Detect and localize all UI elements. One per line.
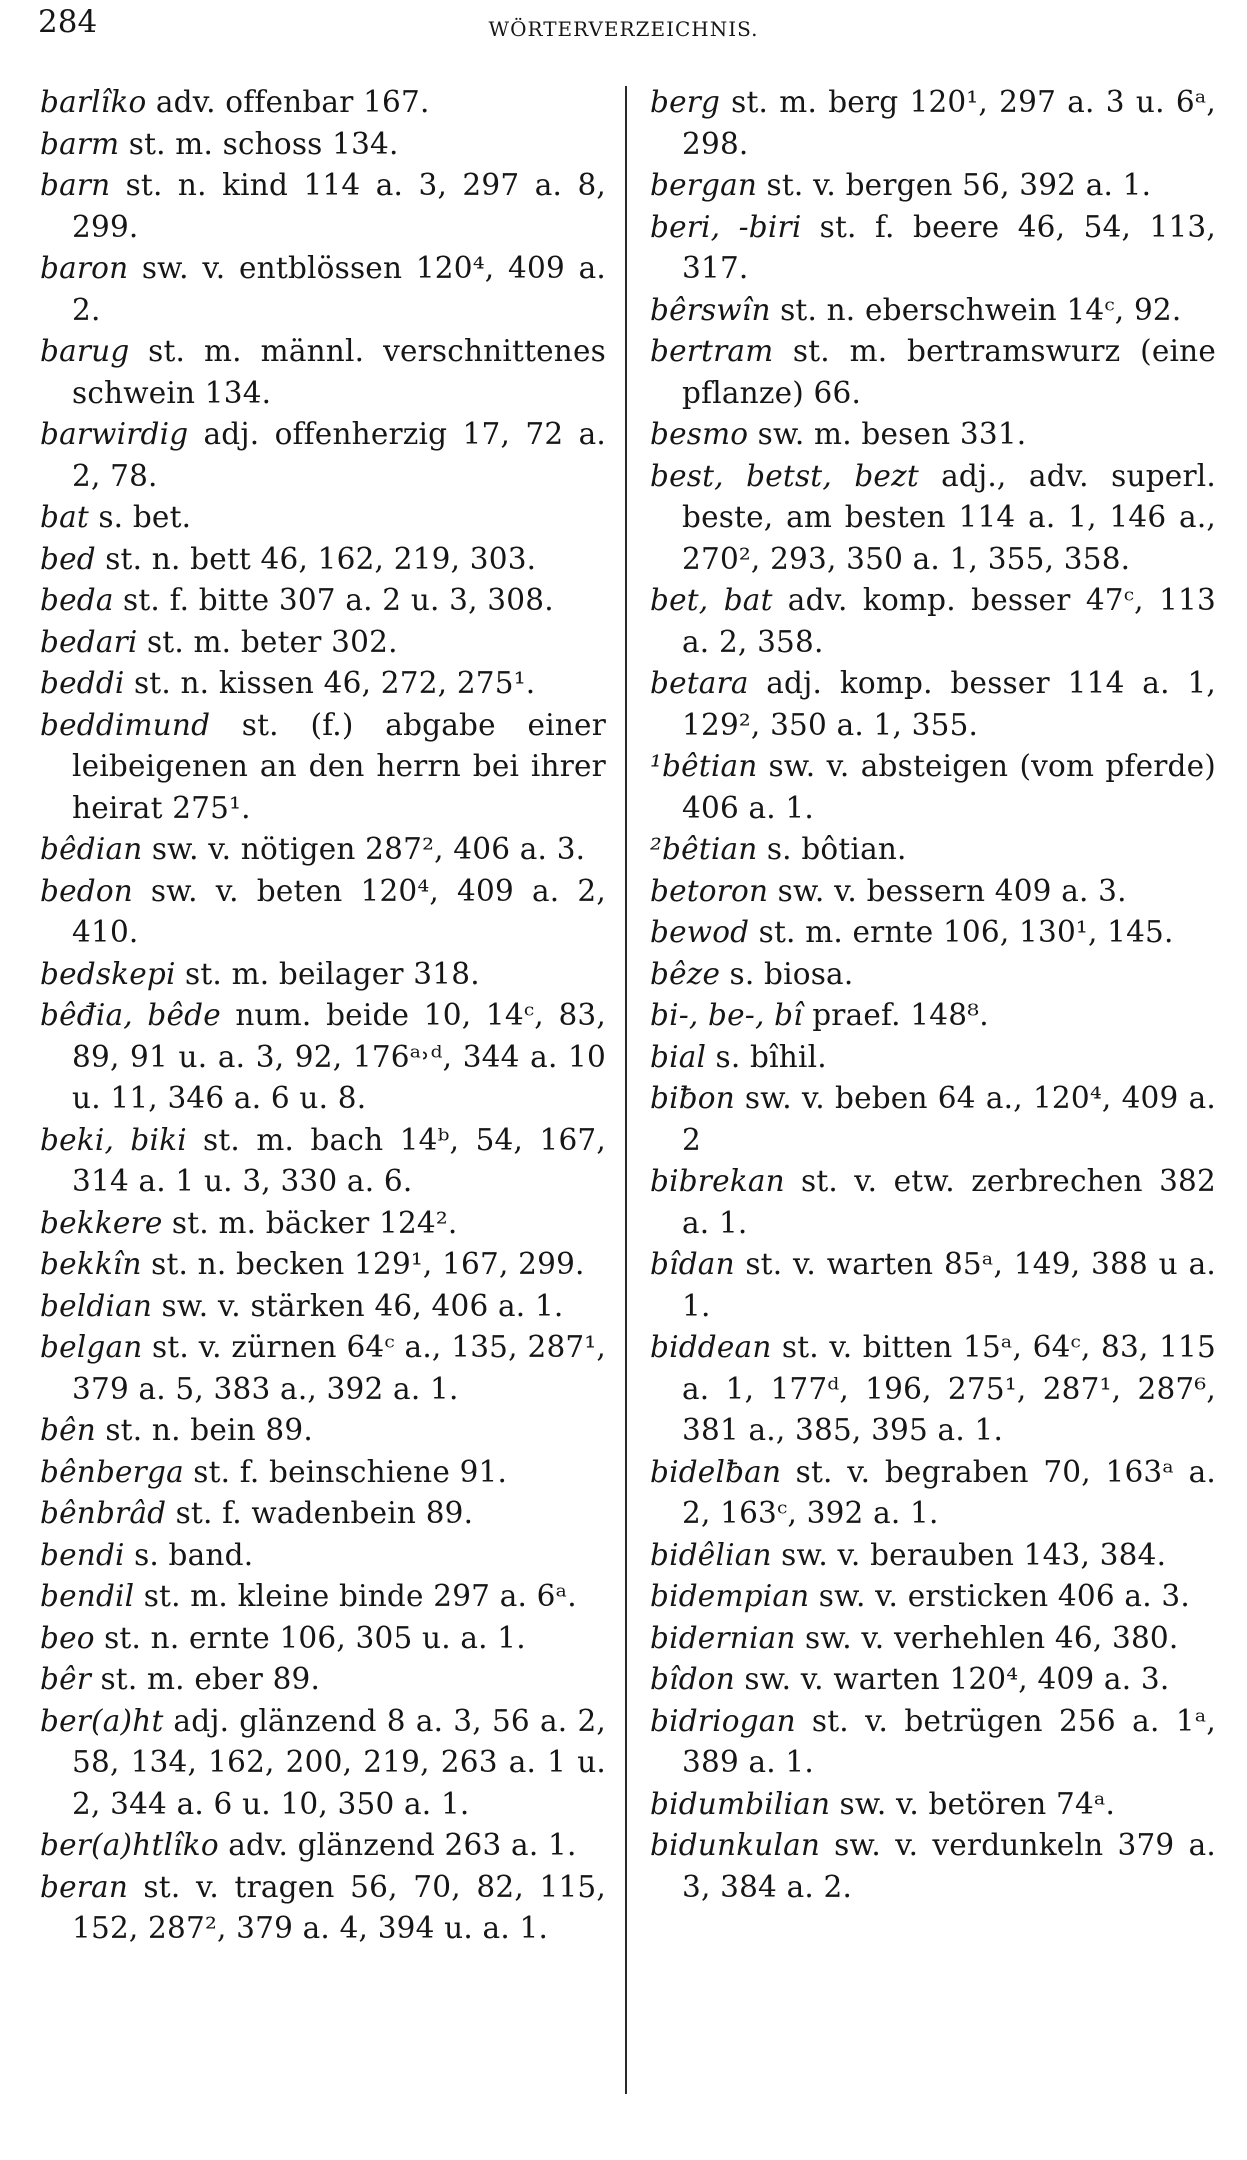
dictionary-entry [650, 912, 1216, 954]
entry-headword: bekkere [40, 1205, 163, 1240]
entry-headword: biƀon [650, 1081, 735, 1115]
entry-definition: st. v. begraben 70, 163ᵃ a. 2, 163ᶜ, 392 a. 1. [682, 1454, 1216, 1530]
dictionary-entry [40, 1120, 606, 1203]
entry-headword: beran [40, 1869, 129, 1904]
dictionary-entry [650, 871, 1216, 913]
dictionary-entry [650, 995, 1216, 1037]
column-divider [625, 86, 627, 2094]
dictionary-entry [650, 1037, 1216, 1079]
page-number: 284 [38, 4, 98, 40]
dictionary-entry [650, 1784, 1216, 1826]
entry-definition: st. n. eberschwein 14ᶜ, 92. [780, 292, 1182, 327]
entry-definition: num. beide 10, 14ᶜ, 83, 89, 91 u. a. 3, 92, 176ᵃ˒ᵈ, 344 a. 10 u. 11, 346 a. 6 u. 8. [72, 998, 606, 1115]
entry-headword: biddean [650, 1330, 772, 1364]
entry-definition: st. v. betrügen 256 a. 1ᵃ, 389 a. 1. [682, 1703, 1216, 1779]
entry-definition: st. n. becken 129¹, 167, 299. [151, 1247, 585, 1281]
entry-definition: adv. offenbar 167. [155, 85, 430, 119]
entry-headword: beddi [40, 666, 125, 700]
left-column [40, 82, 606, 1950]
right-column [650, 82, 1216, 1908]
entry-definition: sw. v. betören 74ᵃ. [839, 1786, 1116, 1821]
entry-headword: ber(a)ht [40, 1703, 164, 1738]
page-header [0, 0, 1247, 60]
entry-definition: st. m. beter 302. [146, 624, 398, 659]
entry-definition: adj. offenherzig 17, 72 a. 2, 78. [72, 417, 606, 493]
entry-headword: bibrekan [650, 1164, 785, 1198]
entry-definition: st. v. bergen 56, 392 a. 1. [766, 168, 1152, 202]
dictionary-entry [650, 954, 1216, 996]
dictionary-entry [650, 1244, 1216, 1327]
entry-headword: barlîko [40, 85, 147, 119]
entry-definition: sw. v. bessern 409 a. 3. [777, 873, 1127, 908]
dictionary-entry [40, 1452, 606, 1494]
entry-headword: bed [40, 541, 96, 576]
entry-definition: st. n. ernte 106, 305 u. a. 1. [104, 1620, 526, 1655]
entry-definition: st. n. bett 46, 162, 219, 303. [105, 541, 537, 576]
dictionary-entry [40, 1576, 606, 1618]
entry-headword: ¹bêtian [650, 749, 758, 783]
entry-headword: betoron [650, 873, 769, 908]
entry-headword: bat [40, 500, 89, 534]
dictionary-entry [650, 580, 1216, 663]
dictionary-entry [40, 82, 606, 124]
entry-definition: st. m. eber 89. [100, 1662, 321, 1696]
entry-definition: st. f. beere 46, 54, 113, 317. [682, 209, 1216, 285]
dictionary-entry [650, 1576, 1216, 1618]
entry-headword: berg [650, 85, 721, 119]
entry-definition: sw. v. beben 64 a., 120⁴, 409 a. 2 [682, 1081, 1216, 1157]
entry-headword: bedskepi [40, 956, 176, 991]
entry-headword: beri, -biri [650, 209, 802, 244]
entry-headword: beldian [40, 1288, 153, 1323]
entry-headword: bêr [40, 1662, 92, 1696]
entry-headword: bêze [650, 956, 721, 991]
entry-definition: sw. v. ersticken 406 a. 3. [818, 1579, 1190, 1613]
entry-definition: s. bet. [98, 500, 192, 534]
dictionary-entry [40, 995, 606, 1120]
entry-definition: s. biosa. [729, 956, 854, 991]
entry-headword: barug [40, 334, 130, 368]
dictionary-entry [40, 829, 606, 871]
entry-definition: st. n. kind 114 a. 3, 297 a. 8, 299. [72, 168, 606, 244]
entry-headword: bidempian [650, 1579, 810, 1613]
entry-headword: baron [40, 251, 129, 285]
entry-definition: st. m. männl. verschnittenes schwein 134. [72, 334, 606, 410]
entry-definition: sw. v. verdunkeln 379 a. 3, 384 a. 2. [682, 1828, 1216, 1904]
entry-definition: st. v. zürnen 64ᶜ a., 135, 287¹, 379 a. 5, 383 a., 392 a. 1. [72, 1330, 606, 1406]
entry-headword: ber(a)htlîko [40, 1828, 219, 1862]
dictionary-entry [650, 331, 1216, 414]
entry-headword: bêđia, bêde [40, 998, 221, 1032]
entry-definition: st. m. kleine binde 297 a. 6ᵃ. [143, 1579, 577, 1613]
entry-definition: sw. v. warten 120⁴, 409 a. 3. [744, 1662, 1170, 1696]
entry-headword: beo [40, 1620, 95, 1655]
dictionary-entry [650, 290, 1216, 332]
entry-definition: st. m. bach 14ᵇ, 54, 167, 314 a. 1 u. 3, 330 a. 6. [72, 1122, 606, 1198]
dictionary-entry [650, 1327, 1216, 1452]
entry-definition: st. v. etw. zerbrechen 382 a. 1. [682, 1164, 1216, 1240]
dictionary-entry [650, 82, 1216, 165]
entry-definition: praef. 148⁸. [812, 998, 989, 1032]
entry-definition: s. bôtian. [766, 832, 907, 866]
entry-headword: bêdian [40, 832, 143, 866]
dictionary-entry [40, 1327, 606, 1410]
entry-headword: barn [40, 168, 111, 202]
dictionary-entry [40, 1701, 606, 1826]
entry-definition: st. v. bitten 15ᵃ, 64ᶜ, 83, 115 a. 1, 177ᵈ, 196, 275¹, 287¹, 287⁶, 381 a., 385, 395 a. 1. [682, 1330, 1216, 1447]
entry-definition: sw. v. verhehlen 46, 380. [804, 1620, 1179, 1655]
entry-headword: bidêlian [650, 1537, 772, 1572]
dictionary-entry [40, 1286, 606, 1328]
entry-headword: bewod [650, 915, 750, 949]
dictionary-entry [650, 663, 1216, 746]
entry-definition: st. m. berg 120¹, 297 a. 3 u. 6ᵃ, 298. [682, 85, 1216, 161]
dictionary-entry [650, 414, 1216, 456]
dictionary-entry [650, 1078, 1216, 1161]
entry-definition: adj., adv. superl. beste, am besten 114 a. 1, 146 a., 270², 293, 350 a. 1, 355, 358. [682, 458, 1216, 576]
entry-definition: st. v. warten 85ᵃ, 149, 388 u a. 1. [682, 1247, 1216, 1323]
dictionary-entry [650, 1701, 1216, 1784]
dictionary-entry [650, 1161, 1216, 1244]
entry-headword: bertram [650, 334, 774, 368]
dictionary-entry [40, 1244, 606, 1286]
entry-headword: bendil [40, 1579, 135, 1613]
entry-headword: bedari [40, 624, 138, 659]
entry-headword: betara [650, 666, 749, 700]
entry-definition: adj. glänzend 8 a. 3, 56 a. 2, 58, 134, 162, 200, 219, 263 a. 1 u. 2, 344 a. 6 u. 10, 350 a. 1. [72, 1703, 606, 1821]
entry-definition: st. f. bitte 307 a. 2 u. 3, 308. [123, 583, 554, 617]
entry-definition: st. m. bäcker 124². [171, 1205, 458, 1240]
entry-headword: bergan [650, 168, 758, 202]
entry-headword: bîdan [650, 1247, 735, 1281]
entry-headword: bîdon [650, 1662, 735, 1696]
entry-definition: st. m. ernte 106, 130¹, 145. [758, 915, 1174, 949]
dictionary-entry [40, 1618, 606, 1660]
dictionary-entry [40, 1825, 606, 1867]
dictionary-entry [650, 829, 1216, 871]
entry-definition: sw. v. nötigen 287², 406 a. 3. [151, 832, 586, 866]
entry-definition: st. f. beinschiene 91. [193, 1454, 508, 1489]
dictionary-entry [40, 497, 606, 539]
dictionary-entry [40, 1493, 606, 1535]
entry-headword: bidriogan [650, 1703, 796, 1738]
entry-headword: bidumbilian [650, 1786, 831, 1821]
entry-definition: st. f. wadenbein 89. [175, 1496, 474, 1530]
entry-definition: sw. v. stärken 46, 406 a. 1. [161, 1288, 564, 1323]
dictionary-entry [40, 1203, 606, 1245]
entry-definition: st. m. bertramswurz (eine pflanze) 66. [682, 334, 1216, 410]
entry-definition: sw. v. absteigen (vom pferde) 406 a. 1. [682, 749, 1216, 825]
dictionary-entry [40, 580, 606, 622]
entry-definition: adv. glänzend 263 a. 1. [228, 1828, 577, 1862]
dictionary-entry [40, 622, 606, 664]
dictionary-entry [40, 1867, 606, 1950]
dictionary-entry [650, 165, 1216, 207]
entry-definition: sw. v. berauben 143, 384. [781, 1537, 1167, 1572]
dictionary-entry [650, 456, 1216, 581]
entry-headword: beki, biki [40, 1122, 187, 1157]
entry-definition: st. m. beilager 318. [185, 956, 480, 991]
dictionary-entry [40, 248, 606, 331]
entry-headword: bekkîn [40, 1247, 142, 1281]
dictionary-entry [40, 705, 606, 830]
dictionary-entry [40, 1410, 606, 1452]
entry-definition: st. n. kissen 46, 272, 275¹. [133, 666, 536, 700]
entry-headword: beda [40, 583, 114, 617]
dictionary-entry [40, 331, 606, 414]
entry-definition: sw. v. beten 120⁴, 409 a. 2, 410. [72, 873, 606, 949]
entry-headword: ²bêtian [650, 832, 758, 866]
entry-headword: bên [40, 1413, 96, 1447]
entry-headword: bidernian [650, 1620, 796, 1655]
dictionary-entry [40, 1535, 606, 1577]
entry-definition: st. (f.) abgabe einer leibeigenen an den herrn bei ihrer heirat 275¹. [72, 707, 606, 825]
entry-headword: barwirdig [40, 417, 189, 451]
dictionary-entry [650, 1535, 1216, 1577]
entry-headword: bidelƀan [650, 1454, 782, 1489]
entry-headword: bêrswîn [650, 292, 771, 327]
entry-headword: bedon [40, 873, 133, 908]
dictionary-entry [650, 1659, 1216, 1701]
dictionary-entry [650, 1618, 1216, 1660]
dictionary-entry [650, 1825, 1216, 1908]
entry-headword: bênberga [40, 1454, 184, 1489]
entry-headword: bênbrâd [40, 1496, 167, 1530]
dictionary-entry [40, 165, 606, 248]
entry-headword: beddimund [40, 707, 211, 742]
entry-definition: sw. m. besen 331. [757, 417, 1027, 451]
dictionary-entry [650, 746, 1216, 829]
entry-definition: adv. komp. besser 47ᶜ, 113 a. 2, 358. [682, 583, 1216, 659]
entry-headword: bi-, be-, bî [650, 998, 803, 1032]
entry-definition: sw. v. entblössen 120⁴, 409 a. 2. [72, 251, 606, 327]
dictionary-entry [40, 539, 606, 581]
entry-definition: adj. komp. besser 114 a. 1, 129², 350 a. 1, 355. [682, 666, 1216, 742]
entry-headword: bial [650, 1039, 707, 1074]
entry-headword: bidunkulan [650, 1828, 821, 1862]
dictionary-entry [40, 663, 606, 705]
entry-definition: st. m. schoss 134. [128, 126, 399, 161]
dictionary-entry [650, 207, 1216, 290]
entry-headword: bet, bat [650, 583, 773, 617]
dictionary-entry [650, 1452, 1216, 1535]
entry-definition: st. v. tragen 56, 70, 82, 115, 152, 287², 379 a. 4, 394 u. a. 1. [72, 1869, 606, 1945]
entry-headword: besmo [650, 417, 749, 451]
entry-headword: bendi [40, 1537, 125, 1572]
dictionary-entry [40, 414, 606, 497]
dictionary-entry [40, 124, 606, 166]
running-head: WÖRTERVERZEICHNIS. [488, 17, 759, 41]
entry-headword: best, betst, bezt [650, 458, 919, 493]
dictionary-entry [40, 1659, 606, 1701]
entry-headword: barm [40, 126, 120, 161]
entry-headword: belgan [40, 1330, 143, 1364]
entry-definition: st. n. bein 89. [105, 1413, 313, 1447]
entry-definition: s. band. [134, 1537, 254, 1572]
entry-definition: s. bîhil. [715, 1039, 827, 1074]
dictionary-entry [40, 954, 606, 996]
dictionary-entry [40, 871, 606, 954]
